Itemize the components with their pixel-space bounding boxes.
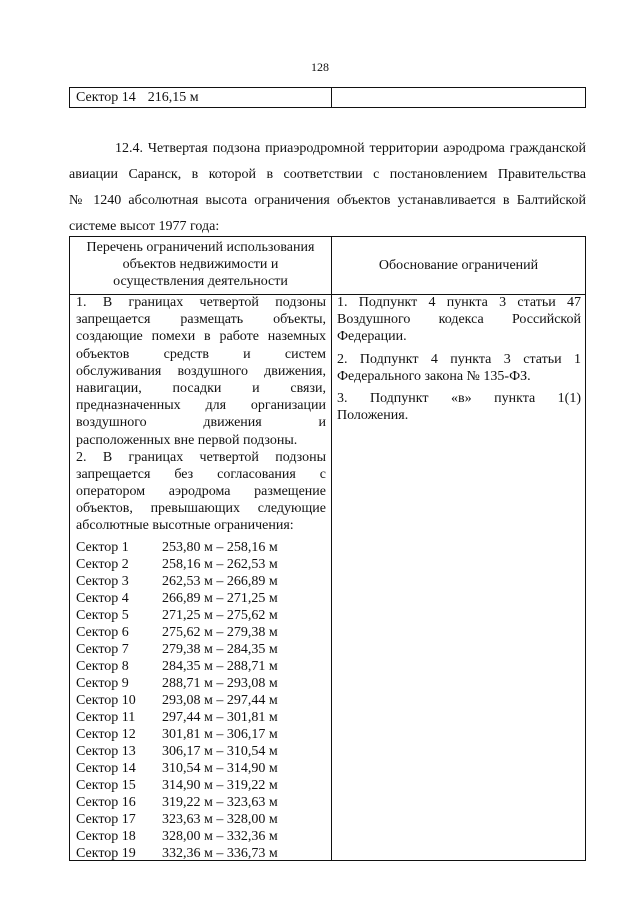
sector-name: Сектор 4	[76, 590, 129, 606]
sector-list	[76, 539, 326, 862]
item-line: 2. В границах четвертой подзоны	[76, 449, 326, 465]
sector-row	[76, 777, 326, 794]
sector-row	[76, 590, 326, 607]
sector-name: Сектор 11	[76, 709, 136, 725]
restrictions-table	[69, 236, 586, 861]
sector-row	[76, 658, 326, 675]
sector-name: Сектор 6	[76, 624, 129, 640]
justification-item-2	[337, 351, 581, 385]
sector-name: Сектор 2	[76, 556, 129, 572]
sector-row	[76, 607, 326, 624]
sector-name: Сектор 14	[76, 760, 136, 776]
justification-line: Федерации.	[337, 329, 407, 345]
header-restrictions	[70, 239, 331, 290]
sector-range: 301,81 м – 306,17 м	[162, 726, 278, 742]
item-line: воздушного движения и	[76, 415, 326, 431]
sector-range: 258,16 м – 262,53 м	[162, 556, 278, 572]
sector-value: 216,15 м	[147, 90, 199, 105]
justification-line: 2. Подпункт 4 пункта 3 статьи 1	[337, 351, 581, 367]
justification-line: 3. Подпункт «в» пункта 1(1)	[337, 390, 581, 406]
section-paragraph	[69, 136, 586, 240]
restrictions-cell	[76, 294, 326, 862]
sector-range: 262,53 м – 266,89 м	[162, 573, 278, 589]
restriction-item-2	[76, 449, 326, 535]
sector-range: 275,62 м – 279,38 м	[162, 624, 278, 640]
sector-row	[76, 539, 326, 556]
justification-item-3	[337, 390, 581, 424]
sector-name: Сектор 14	[76, 90, 136, 105]
sector-name: Сектор 16	[76, 794, 136, 810]
sector-range: 328,00 м – 332,36 м	[162, 828, 278, 844]
sector-name: Сектор 17	[76, 811, 136, 827]
sector-row	[76, 794, 326, 811]
sector-range: 279,38 м – 284,35 м	[162, 641, 278, 657]
sector-row	[76, 743, 326, 760]
item-line: создающие помехи в работе наземных	[76, 329, 326, 345]
sector-row	[76, 811, 326, 828]
sector-row	[76, 726, 326, 743]
sector-name: Сектор 12	[76, 726, 136, 742]
sector-range: 253,80 м – 258,16 м	[162, 539, 278, 555]
restriction-item-1	[76, 294, 326, 449]
sector-row	[76, 828, 326, 845]
sector-name: Сектор 5	[76, 607, 129, 623]
item-line: абсолютные высотные ограничения:	[76, 518, 294, 534]
item-line: 1. В границах четвертой подзоны	[76, 295, 326, 310]
justification-line: Положения.	[337, 408, 409, 424]
continued-sector-cell	[70, 88, 332, 107]
item-line: предназначенных для организации	[76, 398, 326, 414]
sector-range: 288,71 м – 293,08 м	[162, 675, 278, 691]
sector-name: Сектор 15	[76, 777, 136, 793]
header-line: объектов недвижимости и	[122, 257, 279, 272]
header-line: осуществления деятельности	[113, 274, 288, 289]
sector-range: 271,25 м – 275,62 м	[162, 607, 278, 623]
item-line: оператором аэродрома размещение	[76, 484, 326, 500]
sector-row	[76, 845, 326, 862]
continued-table-row	[69, 87, 586, 108]
sector-row	[76, 624, 326, 641]
justification-item-1	[337, 294, 581, 346]
sector-range: 323,63 м – 328,00 м	[162, 811, 278, 827]
sector-range: 310,54 м – 314,90 м	[162, 760, 278, 776]
item-line: расположенных вне первой подзоны.	[76, 432, 298, 448]
sector-range: 306,17 м – 310,54 м	[162, 743, 278, 759]
paragraph-line: 12.4. Четвертая подзона приаэродромной территории аэродрома гражданской	[115, 141, 586, 156]
sector-name: Сектор 10	[76, 692, 136, 708]
sector-name: Сектор 18	[76, 828, 136, 844]
paragraph-line: № 1240 абсолютная высота ограничения объектов устанавливается в Балтийской	[69, 193, 586, 208]
sector-name: Сектор 19	[76, 845, 136, 861]
paragraph-line: авиации Саранск, в которой в соответствии с постановлением Правительства	[69, 167, 586, 182]
sector-range: 284,35 м – 288,71 м	[162, 658, 278, 674]
justification-cell	[337, 294, 581, 429]
sector-name: Сектор 7	[76, 641, 129, 657]
sector-name: Сектор 8	[76, 658, 129, 674]
sector-row	[76, 556, 326, 573]
sector-range: 293,08 м – 297,44 м	[162, 692, 278, 708]
continued-empty-cell	[332, 88, 585, 107]
sector-row	[76, 573, 326, 590]
column-divider	[331, 237, 332, 860]
sector-row	[76, 692, 326, 709]
item-line: запрещается без согласования с	[76, 466, 326, 482]
header-justification: Обоснование ограничений	[378, 258, 539, 273]
sector-range: 314,90 м – 319,22 м	[162, 777, 278, 793]
sector-row	[76, 709, 326, 726]
item-line: навигации, посадки и связи,	[76, 380, 326, 396]
sector-range: 297,44 м – 301,81 м	[162, 709, 278, 725]
sector-name: Сектор 3	[76, 573, 129, 589]
item-line: запрещается размещать объекты,	[76, 312, 326, 328]
item-line: объектов, превышающих следующие	[76, 501, 326, 517]
sector-range: 332,36 м – 336,73 м	[162, 845, 278, 861]
header-line: Перечень ограничений использования	[86, 240, 315, 255]
justification-line: Федерального закона № 135-ФЗ.	[337, 368, 531, 384]
sector-name: Сектор 9	[76, 675, 129, 691]
justification-line: Воздушного кодекса Российской	[337, 312, 581, 328]
justification-line: 1. Подпункт 4 пункта 3 статьи 47	[337, 295, 581, 310]
sector-row	[76, 760, 326, 777]
sector-range: 266,89 м – 271,25 м	[162, 590, 278, 606]
page-number: 128	[311, 60, 329, 74]
paragraph-line: системе высот 1977 года:	[69, 219, 220, 234]
item-line: обслуживания воздушного движения,	[76, 363, 326, 379]
item-line: объектов средств и систем	[76, 346, 326, 362]
sector-name: Сектор 1	[76, 539, 129, 555]
sector-row	[76, 641, 326, 658]
sector-name: Сектор 13	[76, 743, 136, 759]
sector-row	[76, 675, 326, 692]
sector-range: 319,22 м – 323,63 м	[162, 794, 278, 810]
